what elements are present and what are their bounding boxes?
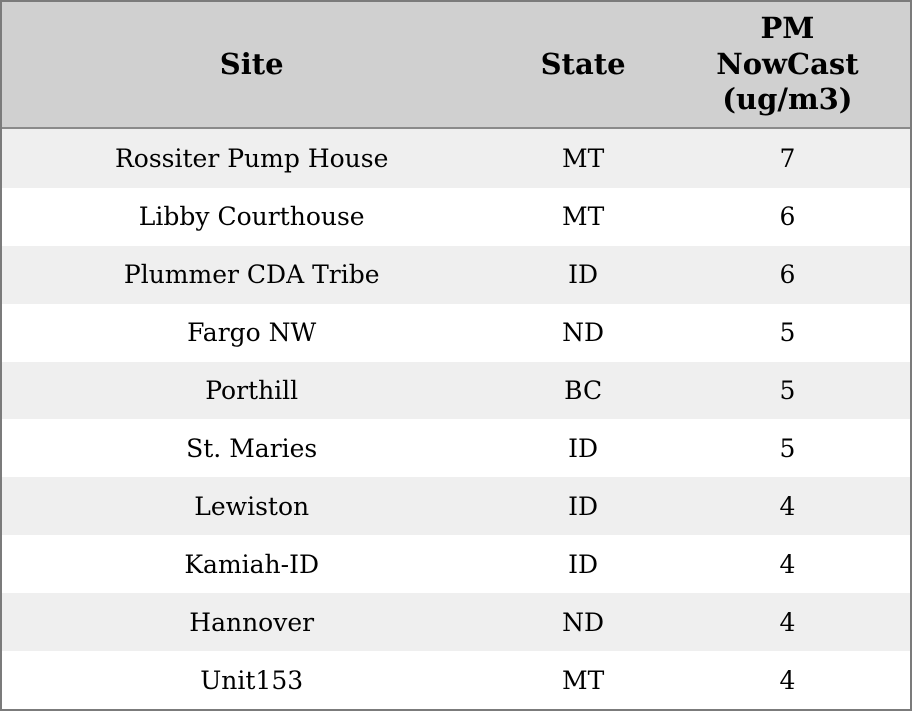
state-cell: MT <box>561 665 605 695</box>
pm-value-cell: 4 <box>779 607 796 637</box>
table-row <box>2 651 910 709</box>
site-cell: St. Maries <box>186 433 318 463</box>
site-cell: Rossiter Pump House <box>114 143 389 173</box>
table-body <box>2 128 910 709</box>
pm-value-cell: 4 <box>779 549 796 579</box>
state-cell: BC <box>564 376 603 405</box>
table-row <box>2 593 910 651</box>
table-row <box>2 362 910 420</box>
pm-nowcast-table <box>2 2 910 709</box>
state-cell: MT <box>561 143 605 173</box>
table-row <box>2 188 910 246</box>
table-row <box>2 419 910 477</box>
column-header-pm-nowcast <box>665 2 910 128</box>
pm-value-cell: 6 <box>779 260 796 290</box>
column-header-pm-nowcast-label: PM NowCast (ug/m3) <box>716 11 859 117</box>
state-cell: ND <box>562 318 605 348</box>
column-header-site-label: Site <box>219 46 284 81</box>
state-cell: ID <box>568 260 599 290</box>
site-cell: Libby Courthouse <box>138 202 365 232</box>
table-row <box>2 477 910 535</box>
table-header <box>2 2 910 128</box>
state-cell: ID <box>568 549 599 579</box>
site-cell: Kamiah-ID <box>184 549 320 579</box>
state-cell: ND <box>562 607 605 637</box>
pm-value-cell: 7 <box>779 143 796 173</box>
state-cell: ID <box>568 433 599 463</box>
pm-value-cell: 4 <box>779 665 796 695</box>
site-cell: Hannover <box>189 607 315 637</box>
pm-value-cell: 4 <box>779 491 796 521</box>
pm-value-cell: 5 <box>779 376 796 405</box>
column-header-state-label: State <box>540 46 626 81</box>
site-cell: Unit153 <box>200 665 304 695</box>
state-cell: ID <box>568 491 599 521</box>
state-cell: MT <box>561 202 605 232</box>
pm-value-cell: 5 <box>779 433 796 463</box>
site-cell: Fargo NW <box>187 318 317 348</box>
header-row <box>2 2 910 128</box>
table-row <box>2 304 910 362</box>
site-cell: Porthill <box>205 376 299 405</box>
pm-value-cell: 5 <box>779 318 796 348</box>
table-row <box>2 128 910 188</box>
column-header-state <box>501 2 664 128</box>
column-header-site <box>2 2 501 128</box>
site-cell: Plummer CDA Tribe <box>123 260 380 290</box>
site-cell: Lewiston <box>194 491 310 521</box>
pm-value-cell: 6 <box>779 202 796 232</box>
table-row <box>2 246 910 304</box>
table-row <box>2 535 910 593</box>
